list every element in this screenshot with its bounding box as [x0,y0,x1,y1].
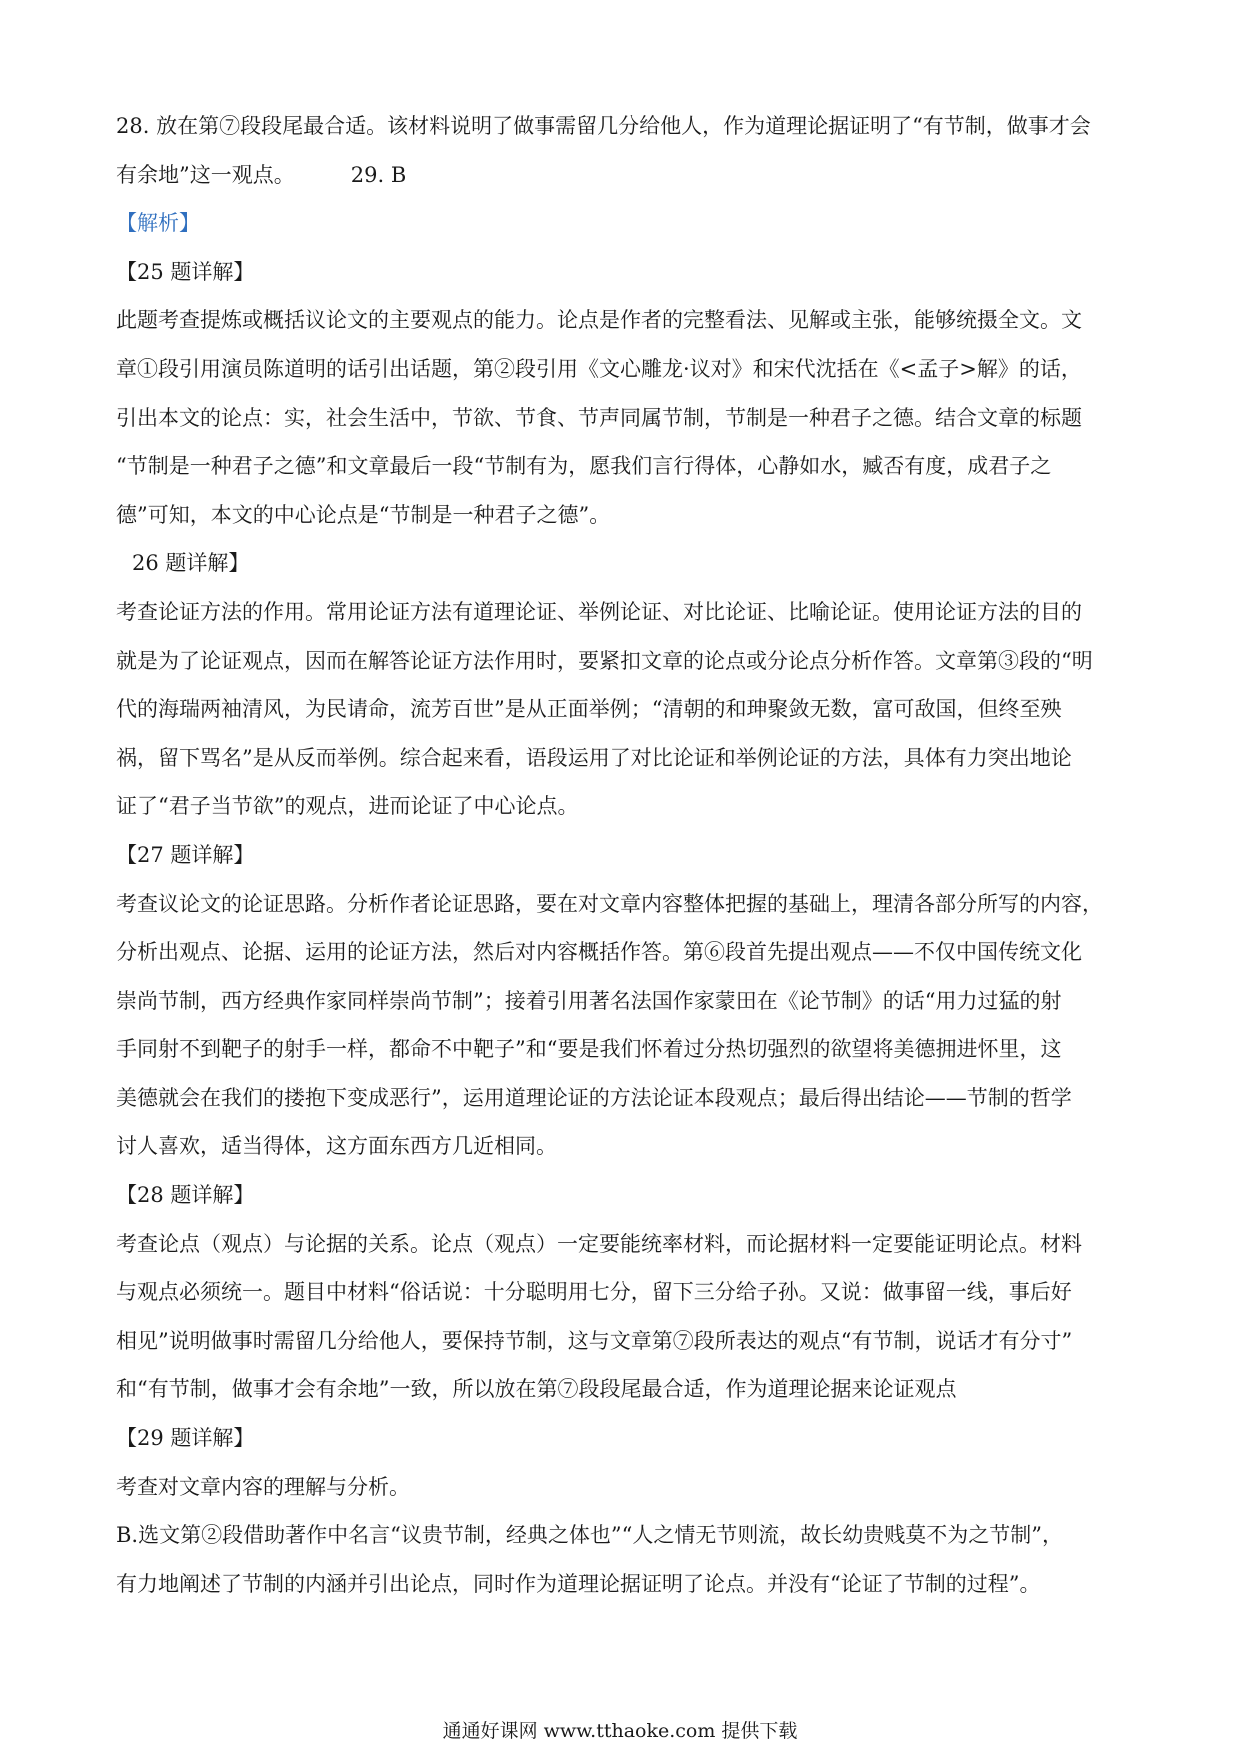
q25-line: 章①段引用演员陈道明的话引出话题，第②段引用《文心雕龙·议对》和宋代沈括在《<孟子>解》的话， [116,356,1082,381]
q26-line: 就是为了论证观点，因而在解答论证方法作用时，要紧扣文章的论点或分论点分析作答。文章第③段的“明 [116,648,1093,673]
answer-28-line1: 28. 放在第⑦段段尾最合适。该材料说明了做事需留几分给他人，作为道理论据证明了“有节制，做事才会 [116,114,1091,138]
q26-line: 考查论证方法的作用。常用论证方法有道理论证、举例论证、对比论证、比喻论证。使用论证方法的目的 [116,599,1082,624]
footer-source: 通通好课网 www.tthaoke.com 提供下载 [442,1720,798,1742]
q26-line: 证了“君子当节欲”的观点，进而论证了中心论点。 [116,794,579,819]
q28-line: 和“有节制，做事才会有余地”一致，所以放在第⑦段段尾最合适，作为道理论据来论证观点 [116,1377,957,1402]
q26-line: 代的海瑞两袖清风，为民请命，流芳百世”是从正面举例；“清朝的和珅聚敛无数，富可敌国，但终至殃 [116,697,1062,722]
q25-line: “节制是一种君子之德”和文章最后一段“节制有为，愿我们言行得体，心静如水，臧否有度，成君子之 [116,454,1052,479]
q28-title: 【28 题详解】 [116,1183,255,1208]
document-body [116,102,1132,1608]
q28-line: 与观点必须统一。题目中材料“俗话说：十分聪明用七分，留下三分给子孙。又说：做事留一线，事后好 [116,1280,1072,1305]
q25-title: 【25 题详解】 [116,259,255,284]
q27-line: 崇尚节制，西方经典作家同样崇尚节制”；接着引用著名法国作家蒙田在《论节制》的话“用力过猛的射 [116,988,1062,1013]
q25-line: 此题考查提炼或概括议论文的主要观点的能力。论点是作者的完整看法、见解或主张，能够统摄全文。文 [116,308,1082,333]
q27-line: 分析出观点、论据、运用的论证方法，然后对内容概括作答。第⑥段首先提出观点——不仅中国传统文化 [116,940,1082,965]
answer-28-line2: 有余地”这一观点。 [116,162,295,187]
q28-line: 相见”说明做事时需留几分给他人，要保持节制，这与文章第⑦段所表达的观点“有节制，说话才有分寸” [116,1328,1073,1353]
q29-line: 有力地阐述了节制的内涵并引出论点，同时作为道理论据证明了论点。并没有“论证了节制的过程”。 [116,1571,1041,1596]
q27-line: 手同射不到靶子的射手一样，都命不中靶子”和“要是我们怀着过分热切强烈的欲望将美德拥进怀里，这 [116,1037,1062,1062]
q27-line: 讨人喜欢，适当得体，这方面东西方几近相同。 [116,1134,557,1159]
answer-28-29-line [116,151,1132,200]
q26-line: 祸，留下骂名”是从反而举例。综合起来看，语段运用了对比论证和举例论证的方法，具体有力突出地论 [116,745,1072,770]
analysis-label: 【解析】 [116,211,200,236]
q26-title: 26 题详解】 [132,551,250,576]
q27-line: 美德就会在我们的搂抱下变成恶行”，运用道理论证的方法论证本段观点；最后得出结论——节制的哲学 [116,1085,1072,1110]
q25-line: 引出本文的论点：实，社会生活中，节欲、节食、节声同属节制，节制是一种君子之德。结合文章的标题 [116,405,1082,430]
q28-line: 考查论点（观点）与论据的关系。论点（观点）一定要能统率材料，而论据材料一定要能证明论点。材料 [116,1231,1082,1256]
answer-29: 29. B [350,162,407,187]
q25-line: 德”可知，本文的中心论点是“节制是一种君子之德”。 [116,502,611,527]
q27-line: 考查议论文的论证思路。分析作者论证思路，要在对文章内容整体把握的基础上，理清各部分所写的内容， [116,891,1103,916]
q29-line: B.选文第②段借助著作中名言“议贵节制，经典之体也”“人之情无节则流，故长幼贵贱莫不为之节制”， [116,1523,1064,1548]
q27-title: 【27 题详解】 [116,842,255,867]
q29-title: 【29 题详解】 [116,1426,255,1451]
q29-line: 考查对文章内容的理解与分析。 [116,1474,410,1499]
